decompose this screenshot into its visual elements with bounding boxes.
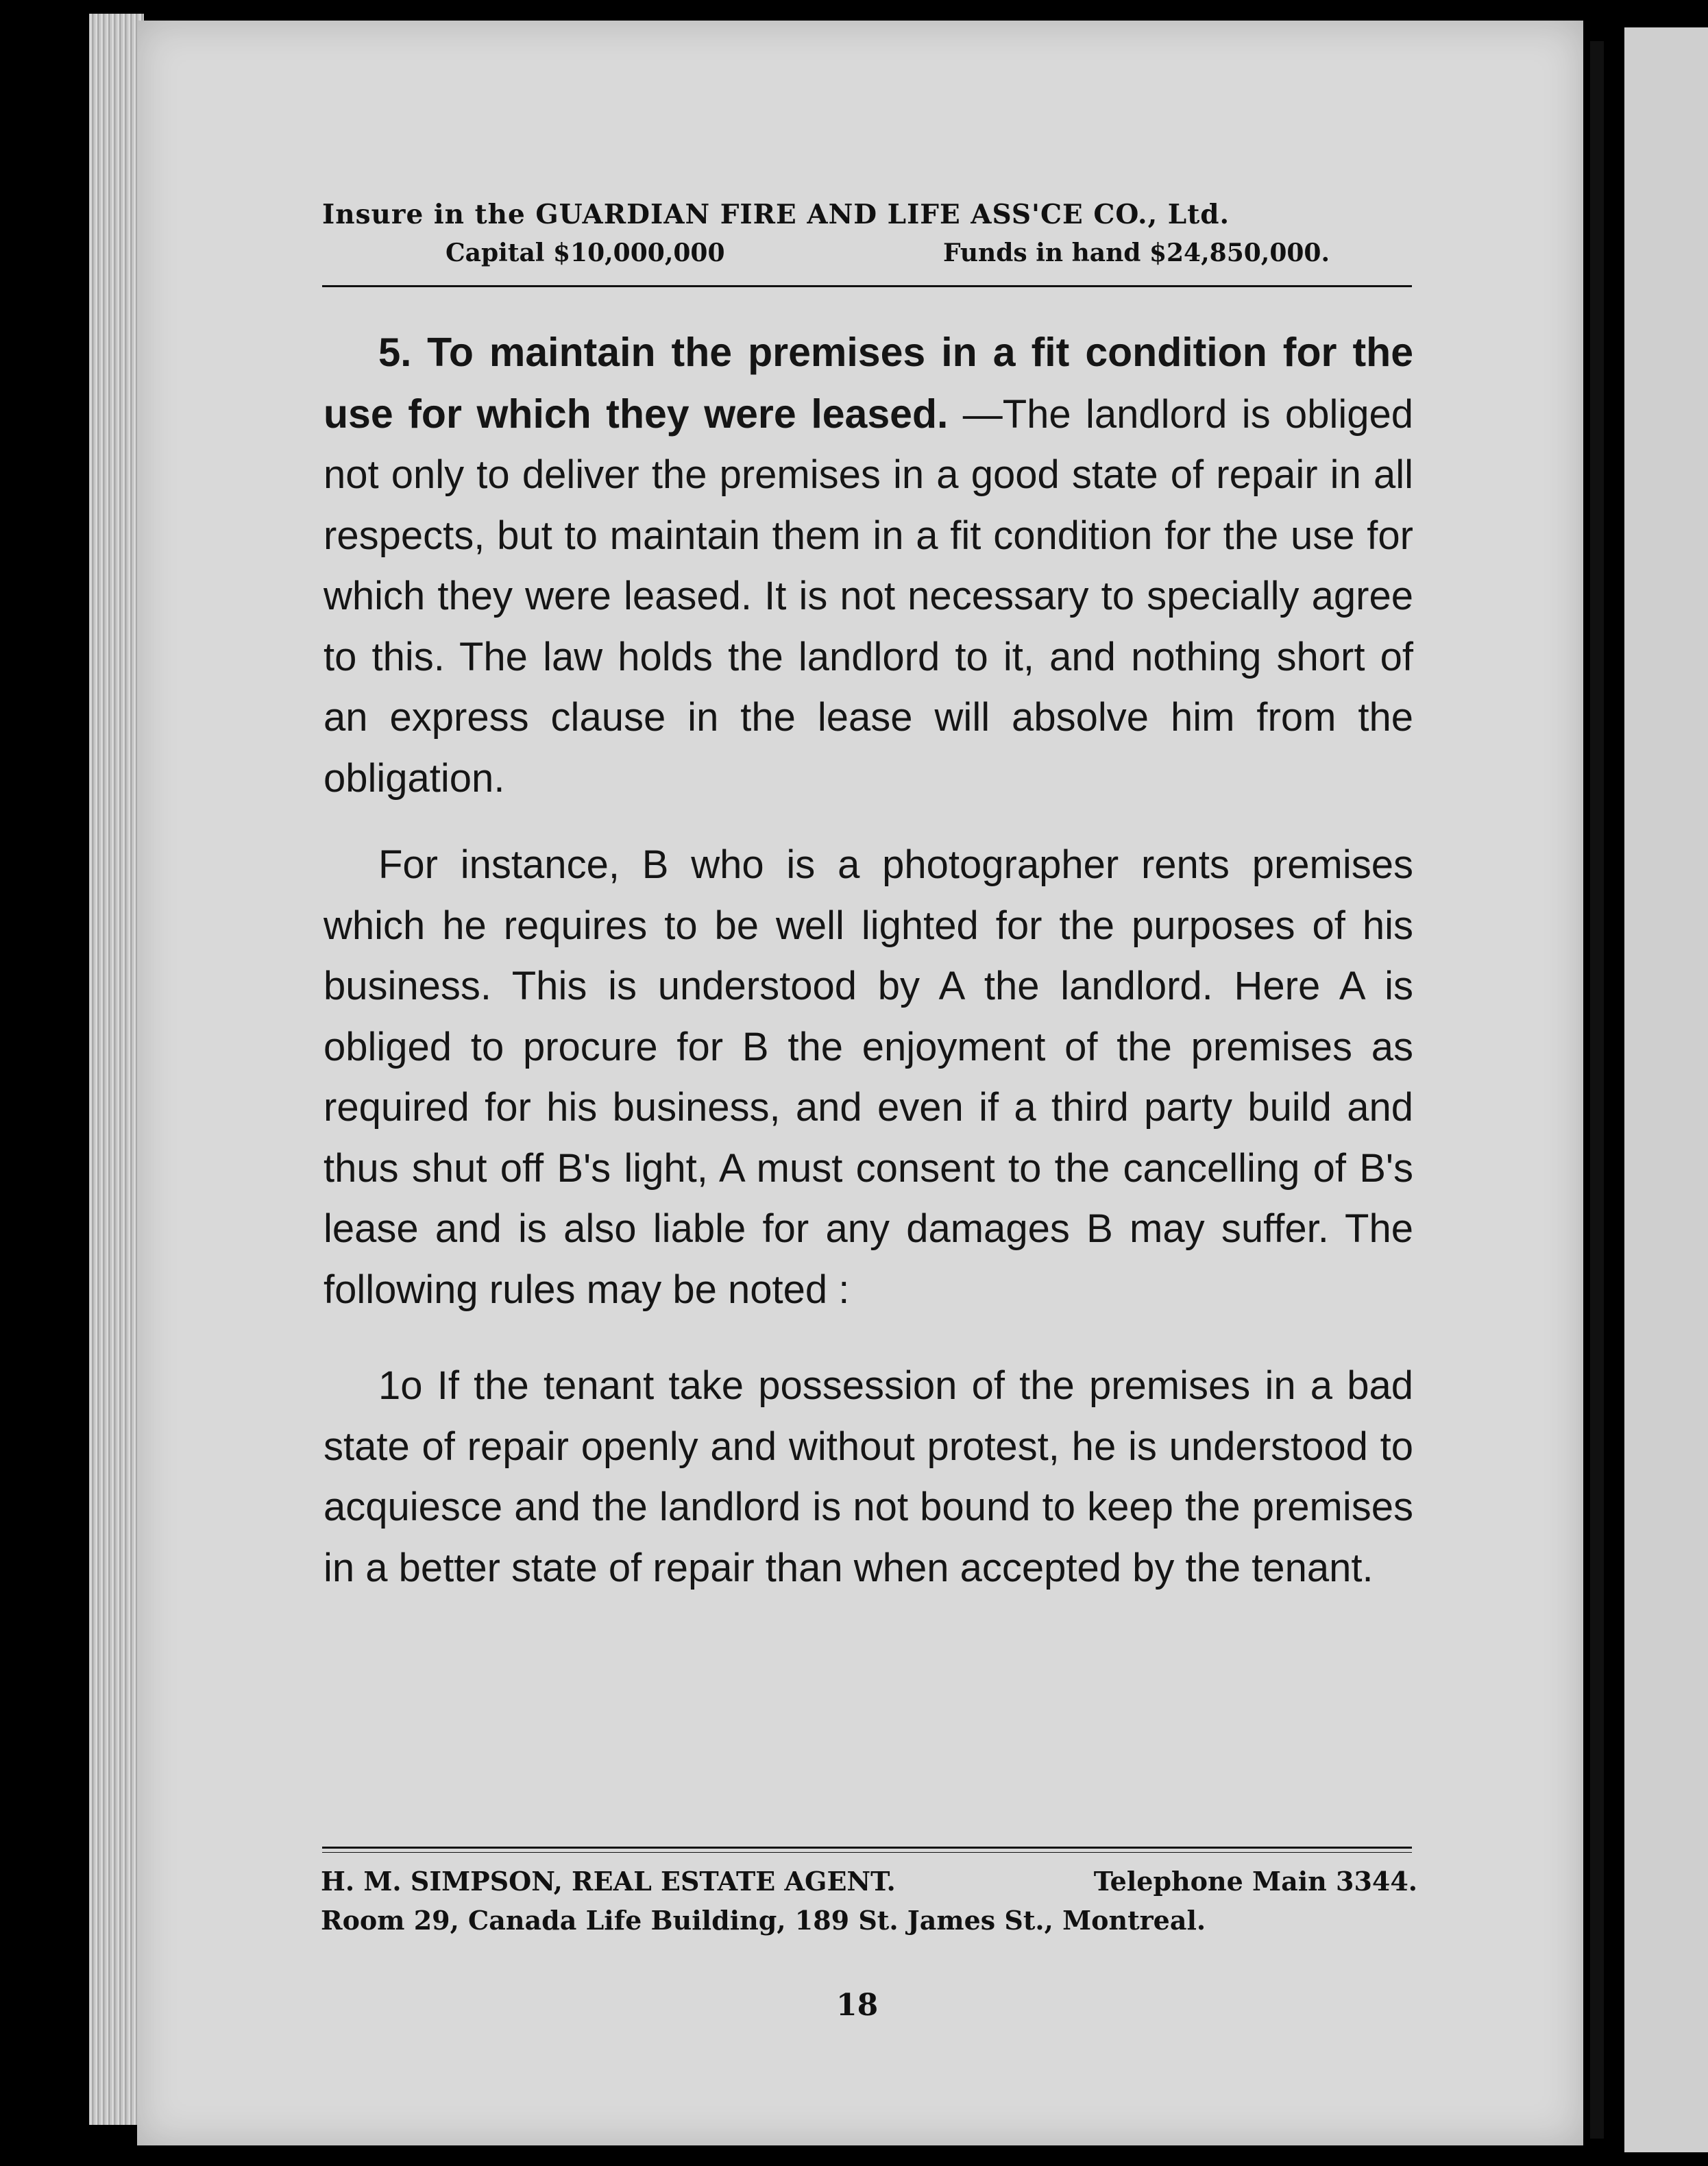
footer-divider <box>322 1847 1412 1849</box>
agent-address: Room 29, Canada Life Building, 189 St. James St., Montreal. <box>321 1905 1206 1936</box>
footer-divider-thin <box>322 1852 1412 1853</box>
section-body <box>324 322 1413 1598</box>
agent-name: H. M. SIMPSON, REAL ESTATE AGENT. <box>321 1866 896 1897</box>
section-number: 5. <box>378 330 412 375</box>
section-heading: To maintain the premises in a fit condition for the use for which they were leased. <box>324 330 1414 437</box>
telephone-number: Telephone Main 3344. <box>1093 1866 1417 1897</box>
section-5-paragraph <box>324 322 1413 809</box>
adjacent-page <box>1624 27 1708 2152</box>
page-stack-edge <box>89 14 144 2125</box>
capital-text: Capital $10,000,000 <box>446 239 725 267</box>
page-number: 18 <box>836 1988 879 2023</box>
insurance-figures <box>322 239 1412 267</box>
example-paragraph: For instance, B who is a photographer rents premises which he requires to be well lighted for the purposes of his business. This is understood by A the landlord. Here A is obliged to procure for B the enjoyment of the premises as required for his business, and even if a third party build and thus shut off B's light, A must consent to the cancelling of B's lease and is also liable for any damages B may suffer. The following rules may be noted : <box>324 842 1413 1312</box>
footer-agent-line <box>321 1866 1417 1897</box>
header-divider <box>322 285 1412 287</box>
page-footer <box>321 1866 1417 1936</box>
funds-text: Funds in hand $24,850,000. <box>942 239 1330 267</box>
binding-shadow <box>1590 41 1604 2139</box>
insurance-advert: Insure in the GUARDIAN FIRE AND LIFE ASS'CE CO., Ltd. <box>322 199 1230 230</box>
page-header <box>322 199 1412 267</box>
rule-1-paragraph: 1o If the tenant take possession of the premises in a bad state of repair openly and without protest, he is understood to acquiesce and the landlord is not bound to keep the premises in a better state of repair than when accepted by the tenant. <box>324 1363 1413 1590</box>
section-paragraph-1: —The landlord is obliged not only to deliver the premises in a good state of repair in all respects, but to maintain them in a fit condition for the use for which they were leased. It is not necessary to specially agree to this. The law holds the landlord to it, and nothing short of an express clause in the lease will absolve him from the obligation. <box>324 391 1413 801</box>
